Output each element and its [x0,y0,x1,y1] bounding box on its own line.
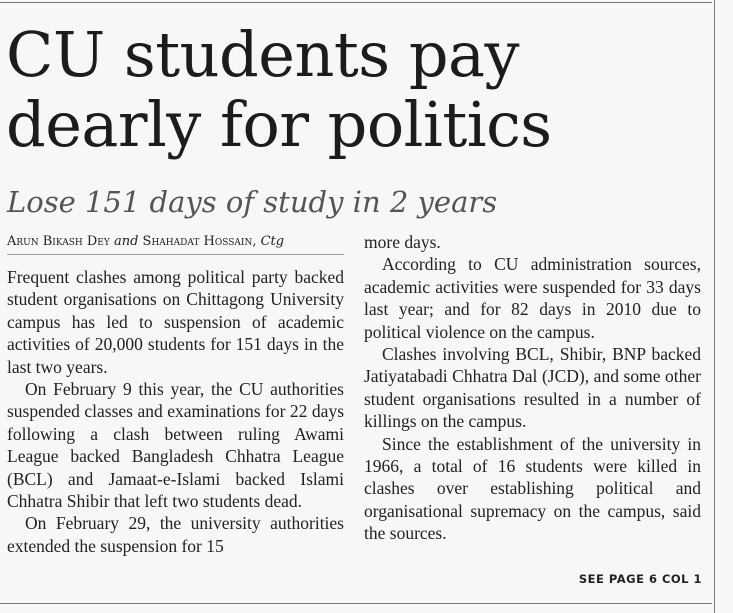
byline-conjunction: and [113,234,139,249]
right-column-rule [714,0,715,613]
top-rule [0,2,712,3]
article-paragraph: Clashes involving BCL, Shibir, BNP backed Jatiyatabadi Chhatra Dal (JCD), and some other student organisations resulted in a number of killings on the campus. [364,344,701,432]
article-paragraph: Since the establishment of the university in 1966, a total of 16 students were killed in clashes over establishing political and organisational supremacy on the campus, said the sources. [364,433,701,544]
article-column-2 [364,231,701,545]
byline [7,233,347,250]
byline-author-1: Arun Bikash Dey [7,234,110,249]
article-paragraph: On February 29, the university authorities extended the suspension for 15 [7,513,344,556]
article-column-1 [7,266,344,557]
byline-divider [7,254,344,255]
continuation-jump-line[interactable]: SEE PAGE 6 COL 1 [578,572,702,586]
article-paragraph: Frequent clashes among political party backed student organisations on Chittagong University campus has led to suspension of academic activities of 20,000 students for 151 days in the last two years. [7,267,344,377]
bottom-rule [0,603,712,604]
article-paragraph: On February 9 this year, the CU authorities suspended classes and examinations for 22 days following a clash between ruling Awami League backed Bangladesh Chhatra League (BCL) and Jamaat-e-Islami backed Islami Chhatra Shibir that left two students dead. [7,379,344,512]
subheadline: Lose 151 days of study in 2 years [7,185,498,219]
byline-author-2: Shahadat Hossain, [142,234,257,249]
headline: CU students pay dearly for politics [6,18,552,161]
article-paragraph: According to CU administration sources, academic activities were suspended for 33 days last year; and for 82 days in 2010 due to political violence on the campus. [364,254,701,342]
article-paragraph: more days. [364,232,441,252]
byline-location: Ctg [260,234,285,249]
